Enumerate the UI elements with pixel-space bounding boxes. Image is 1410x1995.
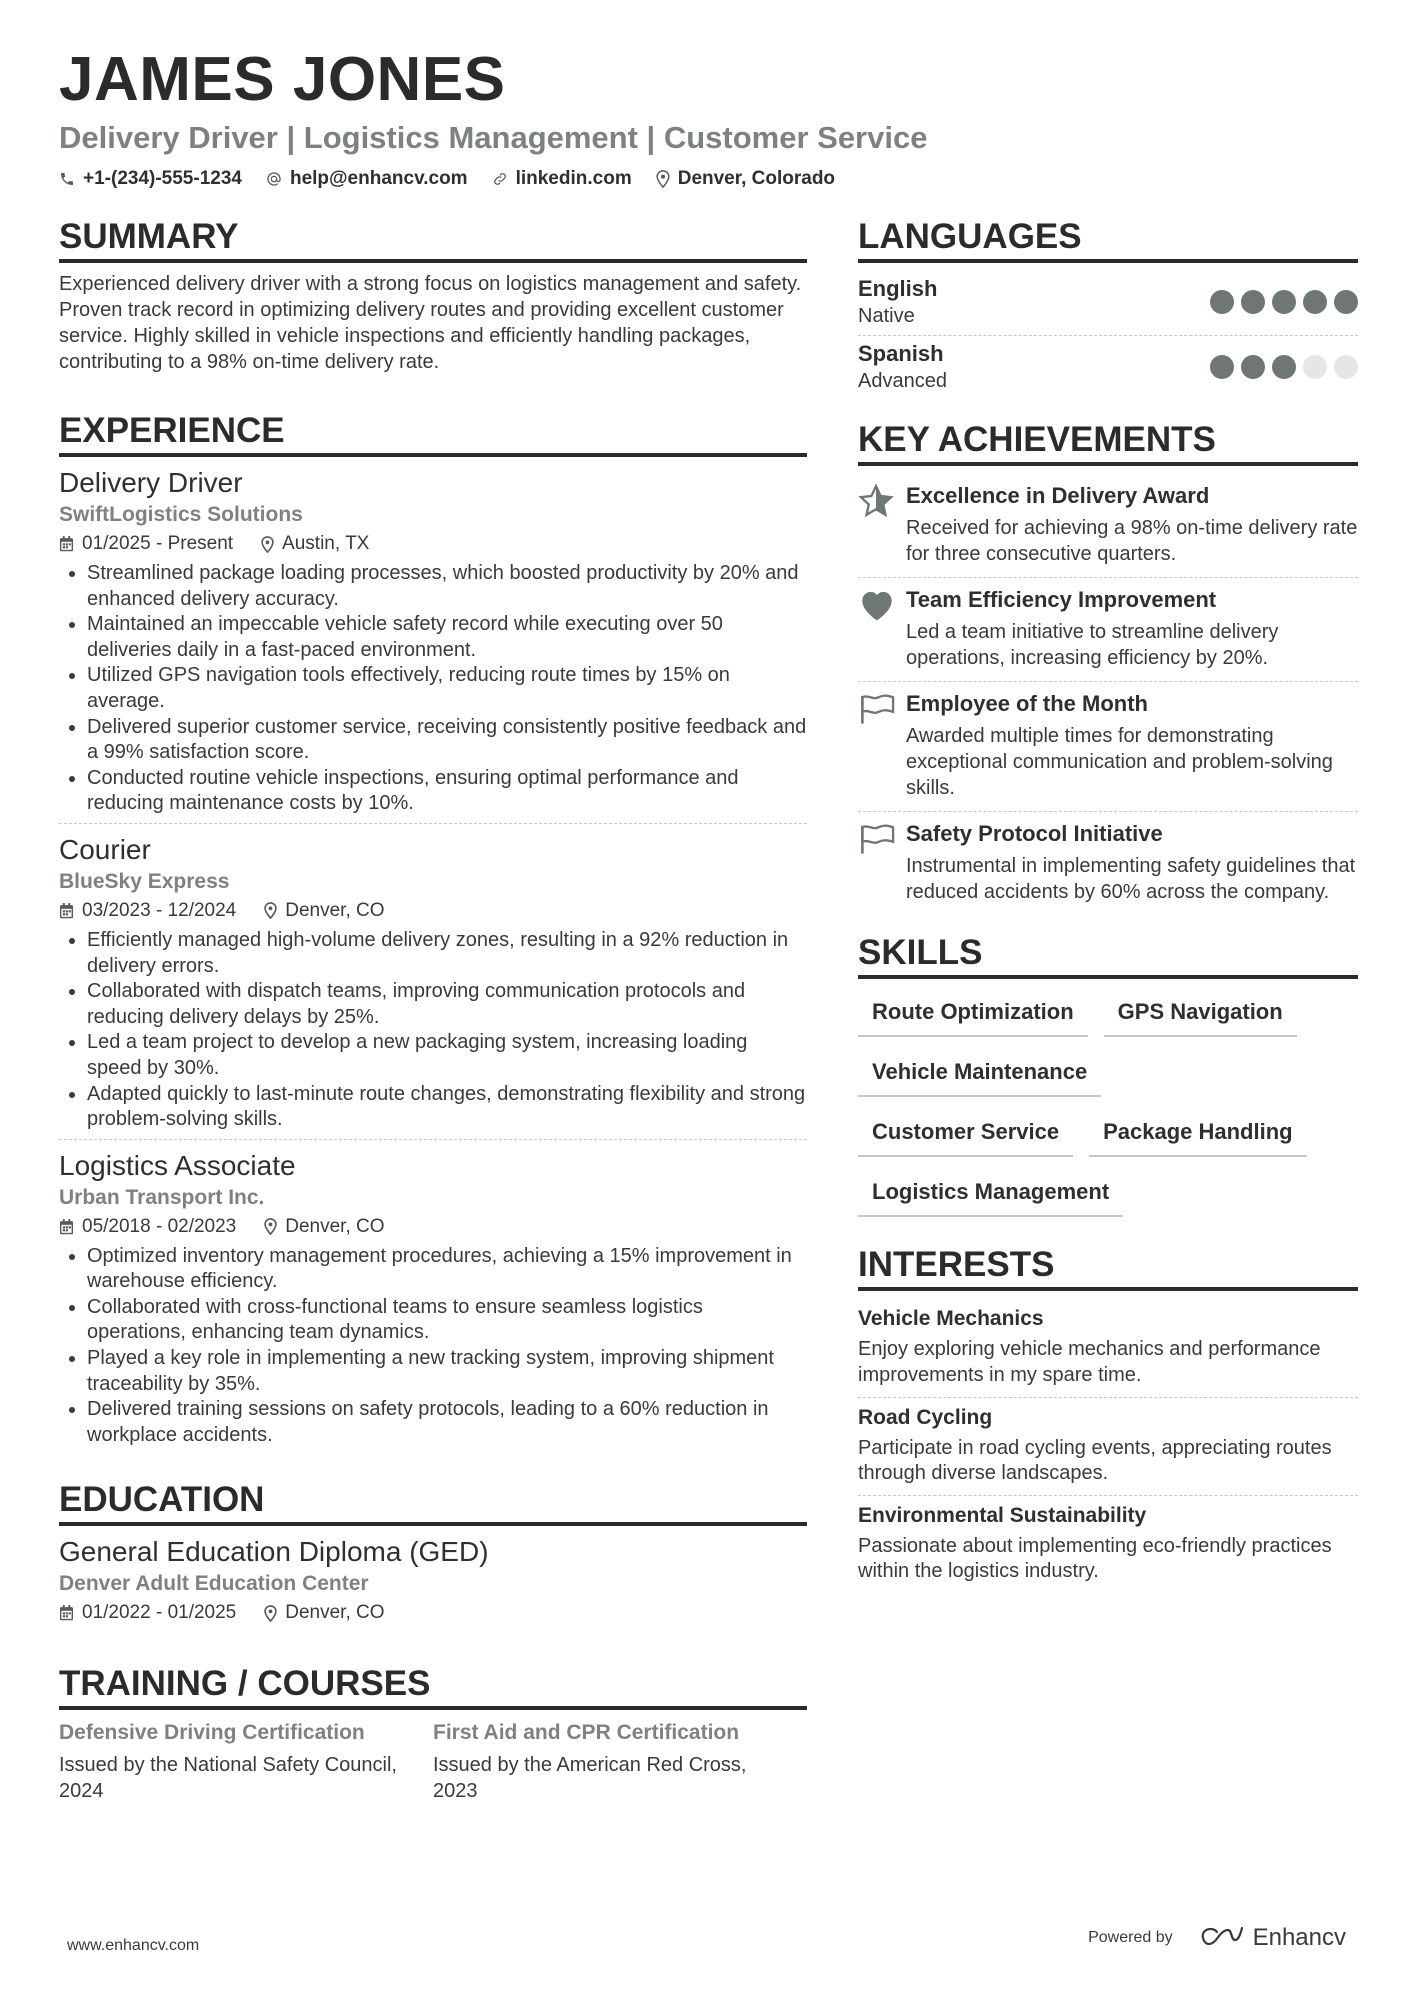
brand-name: Enhancv [1252,1924,1346,1951]
contact-bar [59,168,1359,190]
flag-icon [858,822,896,856]
job-bullet: Maintained an impeccable vehicle safety record while executing over 50 deliveries daily in a fast-paced environment. [59,612,807,663]
language-rating [1203,290,1358,314]
job-bullet: Streamlined package loading processes, which boosted productivity by 20% and enhanced delivery accuracy. [59,561,807,612]
achievement-desc: Led a team initiative to streamline delivery operations, increasing efficiency by 20%. [906,621,1279,669]
job-entry [59,465,807,823]
achievement-title: Safety Protocol Initiative [906,821,1163,847]
language-level: Advanced [858,370,947,392]
rating-dot-filled [1241,355,1265,379]
job-bullet: Collaborated with dispatch teams, improving communication protocols and reducing delivery delays by 25%. [59,979,807,1030]
education-heading: EDUCATION [59,1478,807,1526]
job-bullet: Led a team project to develop a new packaging system, increasing loading speed by 30%. [59,1030,807,1081]
summary-heading: SUMMARY [59,215,807,263]
job-bullet: Optimized inventory management procedures, achieving a 15% improvement in warehouse efficiency. [59,1244,807,1295]
education-location: Denver, CO [285,1602,385,1624]
training-grid [59,1718,807,1804]
job-bullets [59,928,807,1133]
flag-icon [858,692,896,726]
heart-icon [858,588,896,622]
job-role: Delivery Driver [59,467,243,498]
achievement-title: Employee of the Month [906,691,1148,717]
interest-title: Road Cycling [858,1405,993,1429]
job-bullets [59,1244,807,1449]
interest-title: Vehicle Mechanics [858,1307,1044,1331]
job-dates: 05/2018 - 02/2023 [82,1215,237,1237]
summary-section [59,215,807,375]
job-bullet: Delivered training sessions on safety protocols, leading to a 60% reduction in workplace accidents. [59,1397,807,1448]
language-row [858,335,1358,400]
achievement-item [858,811,1358,915]
education-section [59,1478,807,1626]
powered-by-text: Powered by [1088,1929,1173,1946]
job-location: Austin, TX [282,533,370,554]
rating-dot-filled [1210,355,1234,379]
language-name: English [858,276,938,301]
interest-desc: Participate in road cycling events, appreciating routes through diverse landscapes. [858,1436,1332,1485]
job-location: Denver, CO [285,899,385,921]
job-role: Courier [59,833,151,865]
achievement-desc: Received for achieving a 98% on-time delivery rate for three consecutive quarters. [906,517,1358,565]
resume-header [59,44,1359,190]
email-text: help@enhancv.com [289,168,468,189]
achievements-section [858,418,1358,915]
calendar-icon [59,903,74,919]
interest-desc: Passionate about implementing eco-friendly practices within the logistics industry. [858,1534,1332,1583]
location-pin-icon [656,170,670,188]
language-level: Native [858,305,915,327]
achievement-desc: Instrumental in implementing safety guidelines that reduced accidents by 60% across the company. [906,855,1356,903]
languages-heading: LANGUAGES [858,215,1358,263]
job-dates: 01/2025 - Present [82,533,234,554]
skills-heading: SKILLS [858,931,1358,979]
job-role: Logistics Associate [59,1149,296,1181]
job-bullet: Adapted quickly to last-minute route changes, demonstrating flexibility and strong problem-solving skills. [59,1082,807,1133]
training-desc: Issued by the National Safety Council, 2024 [59,1754,397,1803]
achievement-item [858,681,1358,811]
calendar-icon [59,536,74,552]
location-pin-icon [261,536,274,553]
job-bullet: Collaborated with cross-functional teams to ensure seamless logistics operations, enhancing team dynamics. [59,1295,807,1346]
right-column [858,215,1358,1593]
rating-dot-empty [1334,355,1358,379]
skill-tag: Logistics Management [858,1171,1123,1217]
education-degree: General Education Diploma (GED) [59,1536,489,1568]
education-dates: 01/2022 - 01/2025 [82,1602,237,1624]
job-company: Urban Transport Inc. [59,1185,265,1209]
job-dates: 03/2023 - 12/2024 [82,899,237,921]
linkedin-text: linkedin.com [515,168,632,189]
job-meta [59,1214,807,1240]
achievements-heading: KEY ACHIEVEMENTS [858,418,1358,466]
interest-item [858,1495,1358,1593]
rating-dot-empty [1303,355,1327,379]
language-name: Spanish [858,341,944,366]
experience-section [59,409,807,1454]
language-rating [1203,355,1358,379]
left-column [59,215,807,1804]
contact-phone[interactable] [59,168,242,190]
skill-tag: Package Handling [1089,1111,1307,1157]
job-bullet: Efficiently managed high-volume delivery zones, resulting in a 92% reduction in delivery errors. [59,928,807,979]
rating-dot-filled [1303,290,1327,314]
achievement-title: Excellence in Delivery Award [906,483,1210,508]
job-bullet: Delivered superior customer service, receiving consistently positive feedback and a 99% satisfaction score. [59,715,807,766]
candidate-name: JAMES JONES [59,45,506,114]
education-meta [59,1600,807,1626]
contact-linkedin[interactable] [492,168,632,190]
location-pin-icon [264,1605,277,1622]
link-icon [492,171,508,187]
achievement-item [858,474,1358,577]
achievement-desc: Awarded multiple times for demonstrating exceptional communication and problem-solving skills. [906,725,1333,799]
job-bullet: Utilized GPS navigation tools effectively, reducing route times by 15% on average. [59,663,807,714]
rating-dot-filled [1334,290,1358,314]
interests-section [858,1243,1358,1593]
training-desc: Issued by the American Red Cross, 2023 [433,1754,747,1803]
candidate-title: Delivery Driver | Logistics Management | Customer Service [59,120,928,155]
languages-section [858,215,1358,400]
job-company: BlueSky Express [59,869,230,893]
skills-list [858,987,1358,1231]
contact-email[interactable] [266,168,468,190]
interest-title: Environmental Sustainability [858,1503,1147,1527]
achievement-title: Team Efficiency Improvement [906,587,1217,613]
job-company: SwiftLogistics Solutions [59,503,303,526]
rating-dot-filled [1241,290,1265,314]
summary-text: Experienced delivery driver with a strong focus on logistics management and safety. Proven track record in optimizing delivery routes and providing excellent customer service. Highly skilled in vehicle inspections and efficiently handling packages, contributing to a 98% on-time delivery rate. [59,273,802,373]
at-icon [266,171,282,187]
phone-icon [59,171,75,187]
calendar-icon [59,1219,74,1235]
location-pin-icon [264,902,277,919]
rating-dot-filled [1210,290,1234,314]
contact-location [656,168,835,190]
skill-tag: Route Optimization [858,991,1088,1037]
job-bullets [59,561,807,817]
rating-dot-filled [1272,290,1296,314]
education-school: Denver Adult Education Center [59,1572,369,1596]
footer-branding [1088,1924,1346,1952]
training-section [59,1662,807,1804]
job-meta [59,531,807,557]
job-meta [59,898,807,924]
training-name: First Aid and CPR Certification [433,1721,740,1745]
enhancv-logo[interactable] [1199,1924,1346,1952]
skills-section [858,931,1358,1231]
interest-item [858,1397,1358,1495]
achievement-item [858,577,1358,681]
training-heading: TRAINING / COURSES [59,1662,807,1710]
skill-tag: GPS Navigation [1104,991,1297,1037]
job-entry [59,823,807,1139]
interest-item [858,1299,1358,1396]
skill-tag: Customer Service [858,1111,1073,1157]
interest-desc: Enjoy exploring vehicle mechanics and performance improvements in my spare time. [858,1338,1321,1386]
phone-text: +1-(234)-555-1234 [83,168,242,189]
experience-heading: EXPERIENCE [59,409,807,457]
training-item [59,1718,433,1804]
footer-website[interactable]: www.enhancv.com [67,1937,200,1954]
job-bullet: Played a key role in implementing a new tracking system, improving shipment traceability by 35%. [59,1346,807,1397]
skill-tag: Vehicle Maintenance [858,1051,1101,1097]
enhancv-logo-icon [1199,1926,1245,1950]
language-row [858,271,1358,335]
star-icon [858,484,894,518]
training-name: Defensive Driving Certification [59,1721,365,1745]
location-text: Denver, Colorado [677,168,836,189]
calendar-icon [59,1605,74,1621]
rating-dot-filled [1272,355,1296,379]
job-bullet: Conducted routine vehicle inspections, ensuring optimal performance and reducing maintenance costs by 10%. [59,766,807,817]
training-item [433,1718,807,1804]
job-location: Denver, CO [285,1215,385,1237]
location-pin-icon [264,1218,277,1235]
interests-heading: INTERESTS [858,1243,1358,1291]
job-entry [59,1139,807,1455]
